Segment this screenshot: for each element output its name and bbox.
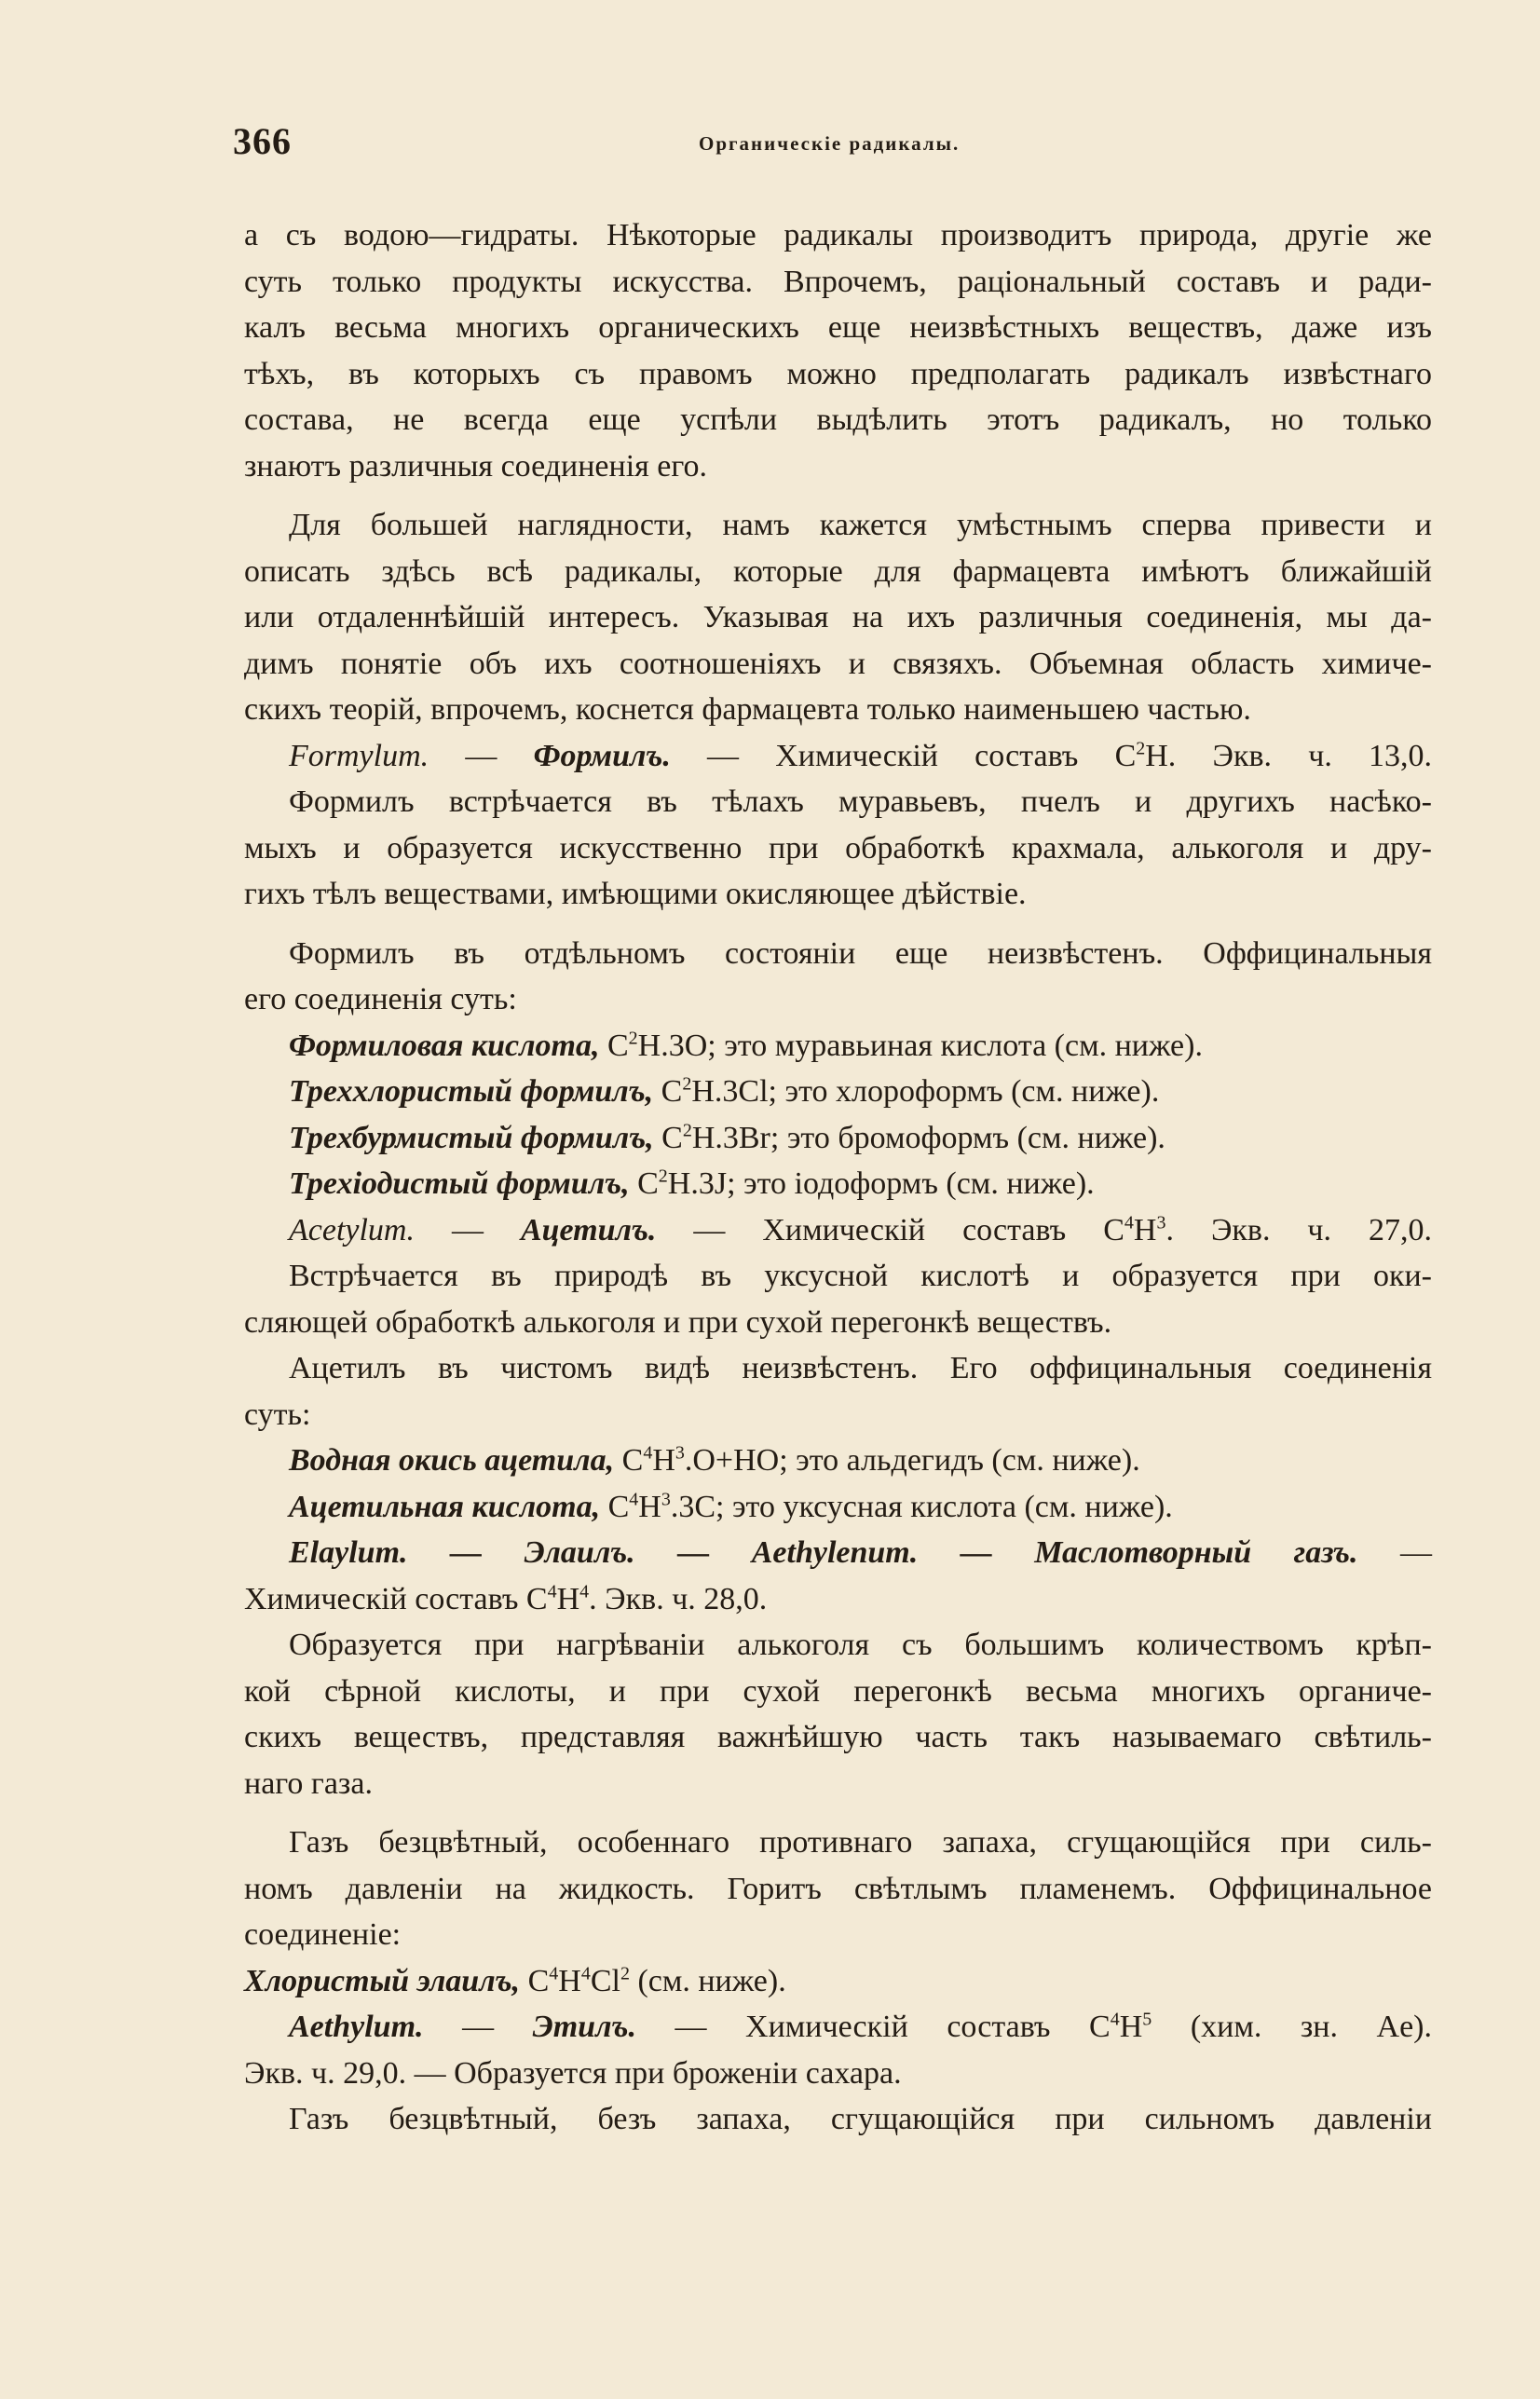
text-line <box>244 1669 1432 1715</box>
superscript: 2 <box>682 1120 692 1141</box>
superscript: 4 <box>579 1581 590 1602</box>
text-run: C <box>600 1489 630 1524</box>
text-line <box>244 397 1432 443</box>
superscript: 4 <box>547 1581 557 1602</box>
text-run: — <box>423 2010 533 2044</box>
text-run: H <box>652 1443 675 1478</box>
text-line <box>244 351 1432 398</box>
text-line <box>244 443 1432 490</box>
text-line <box>244 1622 1432 1669</box>
text-run: C <box>614 1443 644 1478</box>
text-run: а съ водою—гидраты. Нѣкоторые радикалы производитъ природа, другіе же <box>244 218 1432 252</box>
text-run: Экв. ч. 29,0. — Образуется при броженіи сахара. <box>244 2055 902 2091</box>
superscript: 4 <box>1124 1212 1134 1234</box>
text-run: C <box>599 1028 629 1063</box>
term-italic: Formylum. <box>289 738 429 773</box>
text-line <box>244 1438 1432 1484</box>
text-run: Газъ безцвѣтный, безъ запаха, сгущающійся при сильномъ давленіи <box>289 2102 1432 2136</box>
text-run: Формилъ въ отдѣльномъ состояніи еще неизвѣстенъ. Оффицинальныя <box>289 935 1432 971</box>
text-run: димъ понятіе объ ихъ соотношеніяхъ и связяхъ. Объемная область химиче- <box>244 646 1432 681</box>
text-run: Образуется при нагрѣваніи алькоголя съ большимъ количествомъ крѣп- <box>289 1628 1432 1662</box>
text-line <box>244 305 1432 351</box>
text-line <box>244 1069 1432 1115</box>
superscript: 2 <box>682 1073 692 1095</box>
text-line <box>244 1345 1432 1392</box>
text-run: H.3Cl; это хлороформъ (см. ниже). <box>691 1074 1160 1109</box>
text-line <box>244 1023 1432 1070</box>
text-run: C <box>653 1074 683 1109</box>
text-line <box>244 2004 1432 2051</box>
running-head <box>233 119 1435 175</box>
body-text <box>244 212 1432 2143</box>
text-line <box>244 594 1432 641</box>
term-bold-italic: Треххлористый формилъ, <box>289 1074 654 1109</box>
term-bold-italic: Водная окись ацетила, <box>289 1443 615 1478</box>
text-line <box>244 1392 1432 1438</box>
text-line <box>244 976 1432 1023</box>
term-bold-italic: Aethylum. <box>289 2010 424 2044</box>
text-run: . Экв. ч. 27,0. <box>1165 1212 1433 1247</box>
superscript: 4 <box>629 1489 639 1510</box>
term-bold-italic: Трехіодистый формилъ, <box>289 1166 630 1201</box>
text-run: Для большей наглядности, намъ кажется умѣстнымъ сперва привести и <box>289 508 1432 542</box>
text-line <box>244 1253 1432 1300</box>
text-line <box>244 779 1432 825</box>
term-bold-italic: Трехбурмистый формилъ, <box>289 1120 654 1155</box>
text-run: (см. ниже). <box>629 1963 786 1998</box>
text-line <box>244 1530 1432 1576</box>
text-run: номъ давленіи на жидкость. Горитъ свѣтлымъ пламенемъ. Оффицинальное <box>244 1871 1432 1906</box>
term-bold-italic: Формилъ. <box>533 738 671 773</box>
text-run: H. Экв. ч. 13,0. <box>1145 738 1433 773</box>
text-line <box>244 1115 1432 1162</box>
text-line <box>244 502 1432 549</box>
term-bold-italic: Ацетилъ. <box>520 1212 657 1247</box>
superscript: 3 <box>675 1442 685 1464</box>
text-line <box>244 1714 1432 1761</box>
text-run: — <box>429 738 534 773</box>
text-run: суть: <box>244 1397 311 1432</box>
text-run: C <box>629 1166 659 1201</box>
superscript: 2 <box>658 1165 668 1187</box>
term-bold-italic: Формиловая кислота, <box>289 1028 600 1063</box>
text-line <box>244 733 1432 780</box>
text-run: мыхъ и образуется искусственно при обработкѣ крахмала, алькоголя и дру- <box>244 830 1432 866</box>
text-run: .O+HO; это альдегидъ (см. ниже). <box>684 1443 1140 1478</box>
text-line <box>244 1820 1432 1866</box>
superscript: 2 <box>1136 738 1146 759</box>
text-run: описать здѣсь всѣ радикалы, которые для фармацевта имѣютъ ближайшій <box>244 553 1432 589</box>
text-run: H <box>556 1581 580 1616</box>
text-line <box>244 687 1432 733</box>
text-line <box>244 641 1432 688</box>
text-run: H <box>1133 1212 1157 1247</box>
running-title: Органическіе радикалы. <box>699 132 961 155</box>
text-run: H.3Br; это бромоформъ (см. ниже). <box>691 1120 1165 1155</box>
term-bold-italic: Этилъ. <box>532 2010 636 2044</box>
text-run: — Химическій составъ C <box>670 738 1137 773</box>
text-run: гихъ тѣлъ веществами, имѣющими окисляющее дѣйствіе. <box>244 877 1027 911</box>
text-line <box>244 212 1432 259</box>
text-run: C <box>653 1120 683 1155</box>
page-number: 366 <box>233 120 292 162</box>
text-line <box>244 2051 1432 2097</box>
superscript: 3 <box>661 1489 671 1510</box>
superscript: 4 <box>549 1963 559 1984</box>
text-line <box>244 259 1432 306</box>
text-run: — Химическій составъ C <box>656 1212 1124 1247</box>
term-bold-italic: Хлористый элаилъ, <box>244 1963 521 1998</box>
text-run: скихъ веществъ, представляя важнѣйшую часть такъ называемаго свѣтиль- <box>244 1720 1432 1754</box>
text-run: знаютъ различныя соединенія его. <box>244 448 707 484</box>
superscript: 2 <box>628 1028 638 1049</box>
term-bold-italic: Elaylum. — Элаилъ. — Aethylenum. — Маслотворный газъ. <box>289 1535 1358 1570</box>
term-bold-italic: Ацетильная кислота, <box>289 1489 601 1524</box>
text-run: — Химическій составъ C <box>635 2010 1111 2044</box>
text-run: H <box>558 1963 581 1998</box>
text-run: Формилъ встрѣчается въ тѣлахъ муравьевъ, пчелъ и другихъ насѣко- <box>289 784 1432 819</box>
text-run: Ацетилъ въ чистомъ видѣ неизвѣстенъ. Его оффицинальныя соединенія <box>289 1351 1432 1385</box>
superscript: 3 <box>1156 1212 1166 1234</box>
text-run: его соединенія суть: <box>244 982 517 1016</box>
text-run: наго газа. <box>244 1765 373 1801</box>
text-line <box>244 1300 1432 1346</box>
text-run: Газъ безцвѣтный, особеннаго противнаго запаха, сгущающійся при силь- <box>289 1825 1432 1860</box>
text-run: H.3O; это муравьиная кислота (см. ниже). <box>637 1028 1203 1063</box>
text-run: суть только продукты искусства. Впрочемъ, раціональный составъ и ради- <box>244 264 1432 299</box>
text-line <box>244 2096 1432 2143</box>
text-run: калъ весьма многихъ органическихъ еще неизвѣстныхъ веществъ, даже изъ <box>244 310 1432 345</box>
text-run: Встрѣчается въ природѣ въ уксусной кислотѣ и образуется при оки- <box>289 1259 1432 1293</box>
text-run: H <box>1119 2010 1143 2044</box>
text-run: состава, не всегда еще успѣли выдѣлить этотъ радикалъ, но только <box>244 402 1432 437</box>
text-line <box>244 1207 1432 1254</box>
text-run: .3C; это уксусная кислота (см. ниже). <box>670 1489 1173 1524</box>
superscript: 5 <box>1142 2009 1152 2030</box>
text-line <box>244 1576 1432 1623</box>
text-run: (хим. зн. Ae). <box>1152 2010 1433 2044</box>
text-line <box>244 549 1432 595</box>
text-run: H <box>638 1489 661 1524</box>
text-run: скихъ теорій, впрочемъ, коснется фармацевта только наименьшею частью. <box>244 692 1251 727</box>
text-line <box>244 871 1432 918</box>
text-line <box>244 1161 1432 1207</box>
text-run: — <box>1357 1535 1432 1570</box>
text-run: H.3J; это іодоформъ (см. ниже). <box>667 1166 1095 1201</box>
text-run: сляющей обработкѣ алькоголя и при сухой перегонкѣ веществъ. <box>244 1304 1112 1340</box>
text-line <box>244 1912 1432 1958</box>
text-run: . Экв. ч. 28,0. <box>589 1581 768 1616</box>
term-italic: Acetylum. <box>289 1212 415 1247</box>
text-line <box>244 1866 1432 1913</box>
text-run: C <box>520 1963 550 1998</box>
text-line <box>244 825 1432 872</box>
superscript: 2 <box>620 1963 630 1984</box>
text-run: тѣхъ, въ которыхъ съ правомъ можно предполагать радикалъ извѣстнаго <box>244 356 1432 391</box>
text-run: Химическій составъ C <box>244 1581 548 1616</box>
text-line <box>244 1958 1432 2005</box>
text-line <box>244 1761 1432 1807</box>
text-line <box>244 931 1432 977</box>
superscript: 4 <box>643 1442 653 1464</box>
text-run: кой сѣрной кислоты, и при сухой перегонкѣ весьма многихъ органиче- <box>244 1673 1432 1709</box>
text-run: соединеніе: <box>244 1917 402 1952</box>
text-run: Cl <box>590 1963 620 1998</box>
text-run: или отдаленнѣйшій интересъ. Указывая на ихъ различныя соединенія, мы да- <box>244 600 1432 634</box>
superscript: 4 <box>580 1963 591 1984</box>
superscript: 4 <box>1110 2009 1120 2030</box>
text-line <box>244 1484 1432 1531</box>
text-run: — <box>415 1212 521 1247</box>
